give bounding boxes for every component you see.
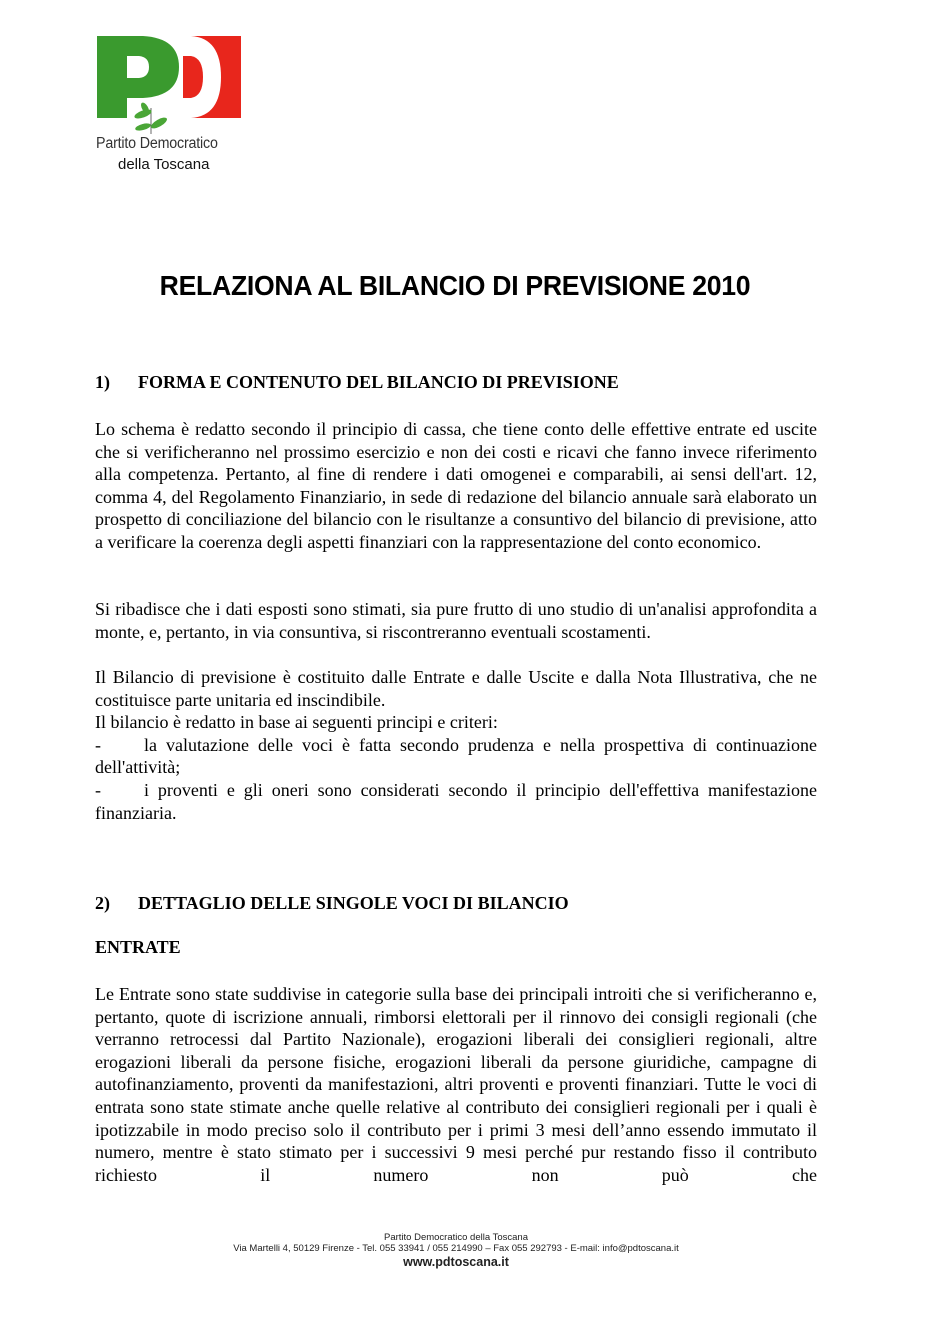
bullet-dash: - (95, 734, 101, 755)
paragraph-text: Il Bilancio di previsione è costituito dalle Entrate e dalle Uscite e dalla Nota Illustrativa, che ne costituisce parte unitaria ed inscindibile. (95, 667, 817, 710)
criteria-intro: Il bilancio è redatto in base ai seguenti principi e criteri: (95, 712, 498, 733)
footer-org: Partito Democratico della Toscana (384, 1232, 528, 1243)
document-title: RELAZIONA AL BILANCIO DI PREVISIONE 2010 (159, 270, 751, 301)
logo-text-region: della Toscana (118, 156, 210, 173)
pd-logo-mark-icon (95, 34, 245, 134)
paragraph-text: Lo schema è redatto secondo il principio di cassa, che tiene conto delle effettive entrate ed uscite che si verificheranno nel prossimo esercizio e non dei costi e ricavi che fanno invece riferimento alla competenza. Pertanto, al fine di rendere i dati omogenei e comparabili, ai sensi dell'art. 12, comma 4, del Regolamento Finanziario, in sede di redazione del bilancio annuale sarà elaborato un prospetto di conciliazione del bilancio con le risultanze a consuntivo del bilancio di previsione, atto a verificare la coerenza degli aspetti finanziari con la rappresentazione del conto economico. (95, 419, 817, 552)
criteria-bullet-2 (95, 779, 817, 824)
section-1-paragraph-2 (95, 598, 817, 643)
section-2-number: 2) (95, 893, 110, 913)
footer-website-link[interactable]: www.pdtoscana.it (403, 1255, 509, 1269)
bullet-text: i proventi e gli oneri sono considerati secondo il principio dell'effettiva manifestazione finanziaria. (95, 779, 817, 823)
section-1-title: FORMA E CONTENUTO DEL BILANCIO DI PREVISIONE (138, 372, 619, 392)
section-1-paragraph-3 (95, 666, 817, 824)
footer-contacts: Via Martelli 4, 50129 Firenze - Tel. 055 33941 / 055 214990 – Fax 055 292793 - E-mail: info@pdtoscana.it (233, 1243, 679, 1254)
section-2-title: DETTAGLIO DELLE SINGOLE VOCI DI BILANCIO (138, 893, 569, 913)
section-1-heading (95, 372, 619, 393)
section-2-heading (95, 893, 569, 914)
entrate-subheading: ENTRATE (95, 937, 181, 957)
section-1-paragraph-1 (95, 418, 817, 554)
paragraph-text: Le Entrate sono state suddivise in categorie sulla base dei principali introiti che si verificheranno e, pertanto, quote di iscrizione annuali, rimborsi elettorali per il rinnovo dei consigli regionali (che verranno retrocessi dal Partito Nazionale), erogazioni liberali dei consiglieri regionali, altre erogazioni liberali da persone fisiche, erogazioni liberali da persone giuridiche, campagne di autofinanziamento, proventi da manifestazioni, altri proventi e proventi finanziari. Tutte le voci di entrata sono state stimate anche quelle relative al contributo dei consiglieri regionali per i quali è ipotizzabile in modo preciso solo il contributo per i primi 3 mesi dell’anno essendo immutato il numero, mentre è stato stimato per i successivi 9 mesi perché pur restando fisso il contributo richiesto il numero non può che (95, 984, 817, 1185)
pd-toscana-logo (95, 34, 245, 174)
section-1-number: 1) (95, 372, 110, 392)
criteria-bullet-1 (95, 734, 817, 779)
bullet-dash: - (95, 779, 101, 800)
paragraph-text: Si ribadisce che i dati esposti sono stimati, sia pure frutto di uno studio di un'analisi approfondita a monte, e, pertanto, in via consuntiva, si riscontreranno eventuali scostamenti. (95, 599, 817, 642)
section-2-paragraph-1 (95, 983, 817, 1186)
bullet-text: la valutazione delle voci è fatta secondo prudenza e nella prospettiva di continuazione dell'attività; (95, 734, 817, 778)
page-footer (0, 1232, 912, 1270)
logo-text-party: Partito Democratico (96, 135, 218, 152)
